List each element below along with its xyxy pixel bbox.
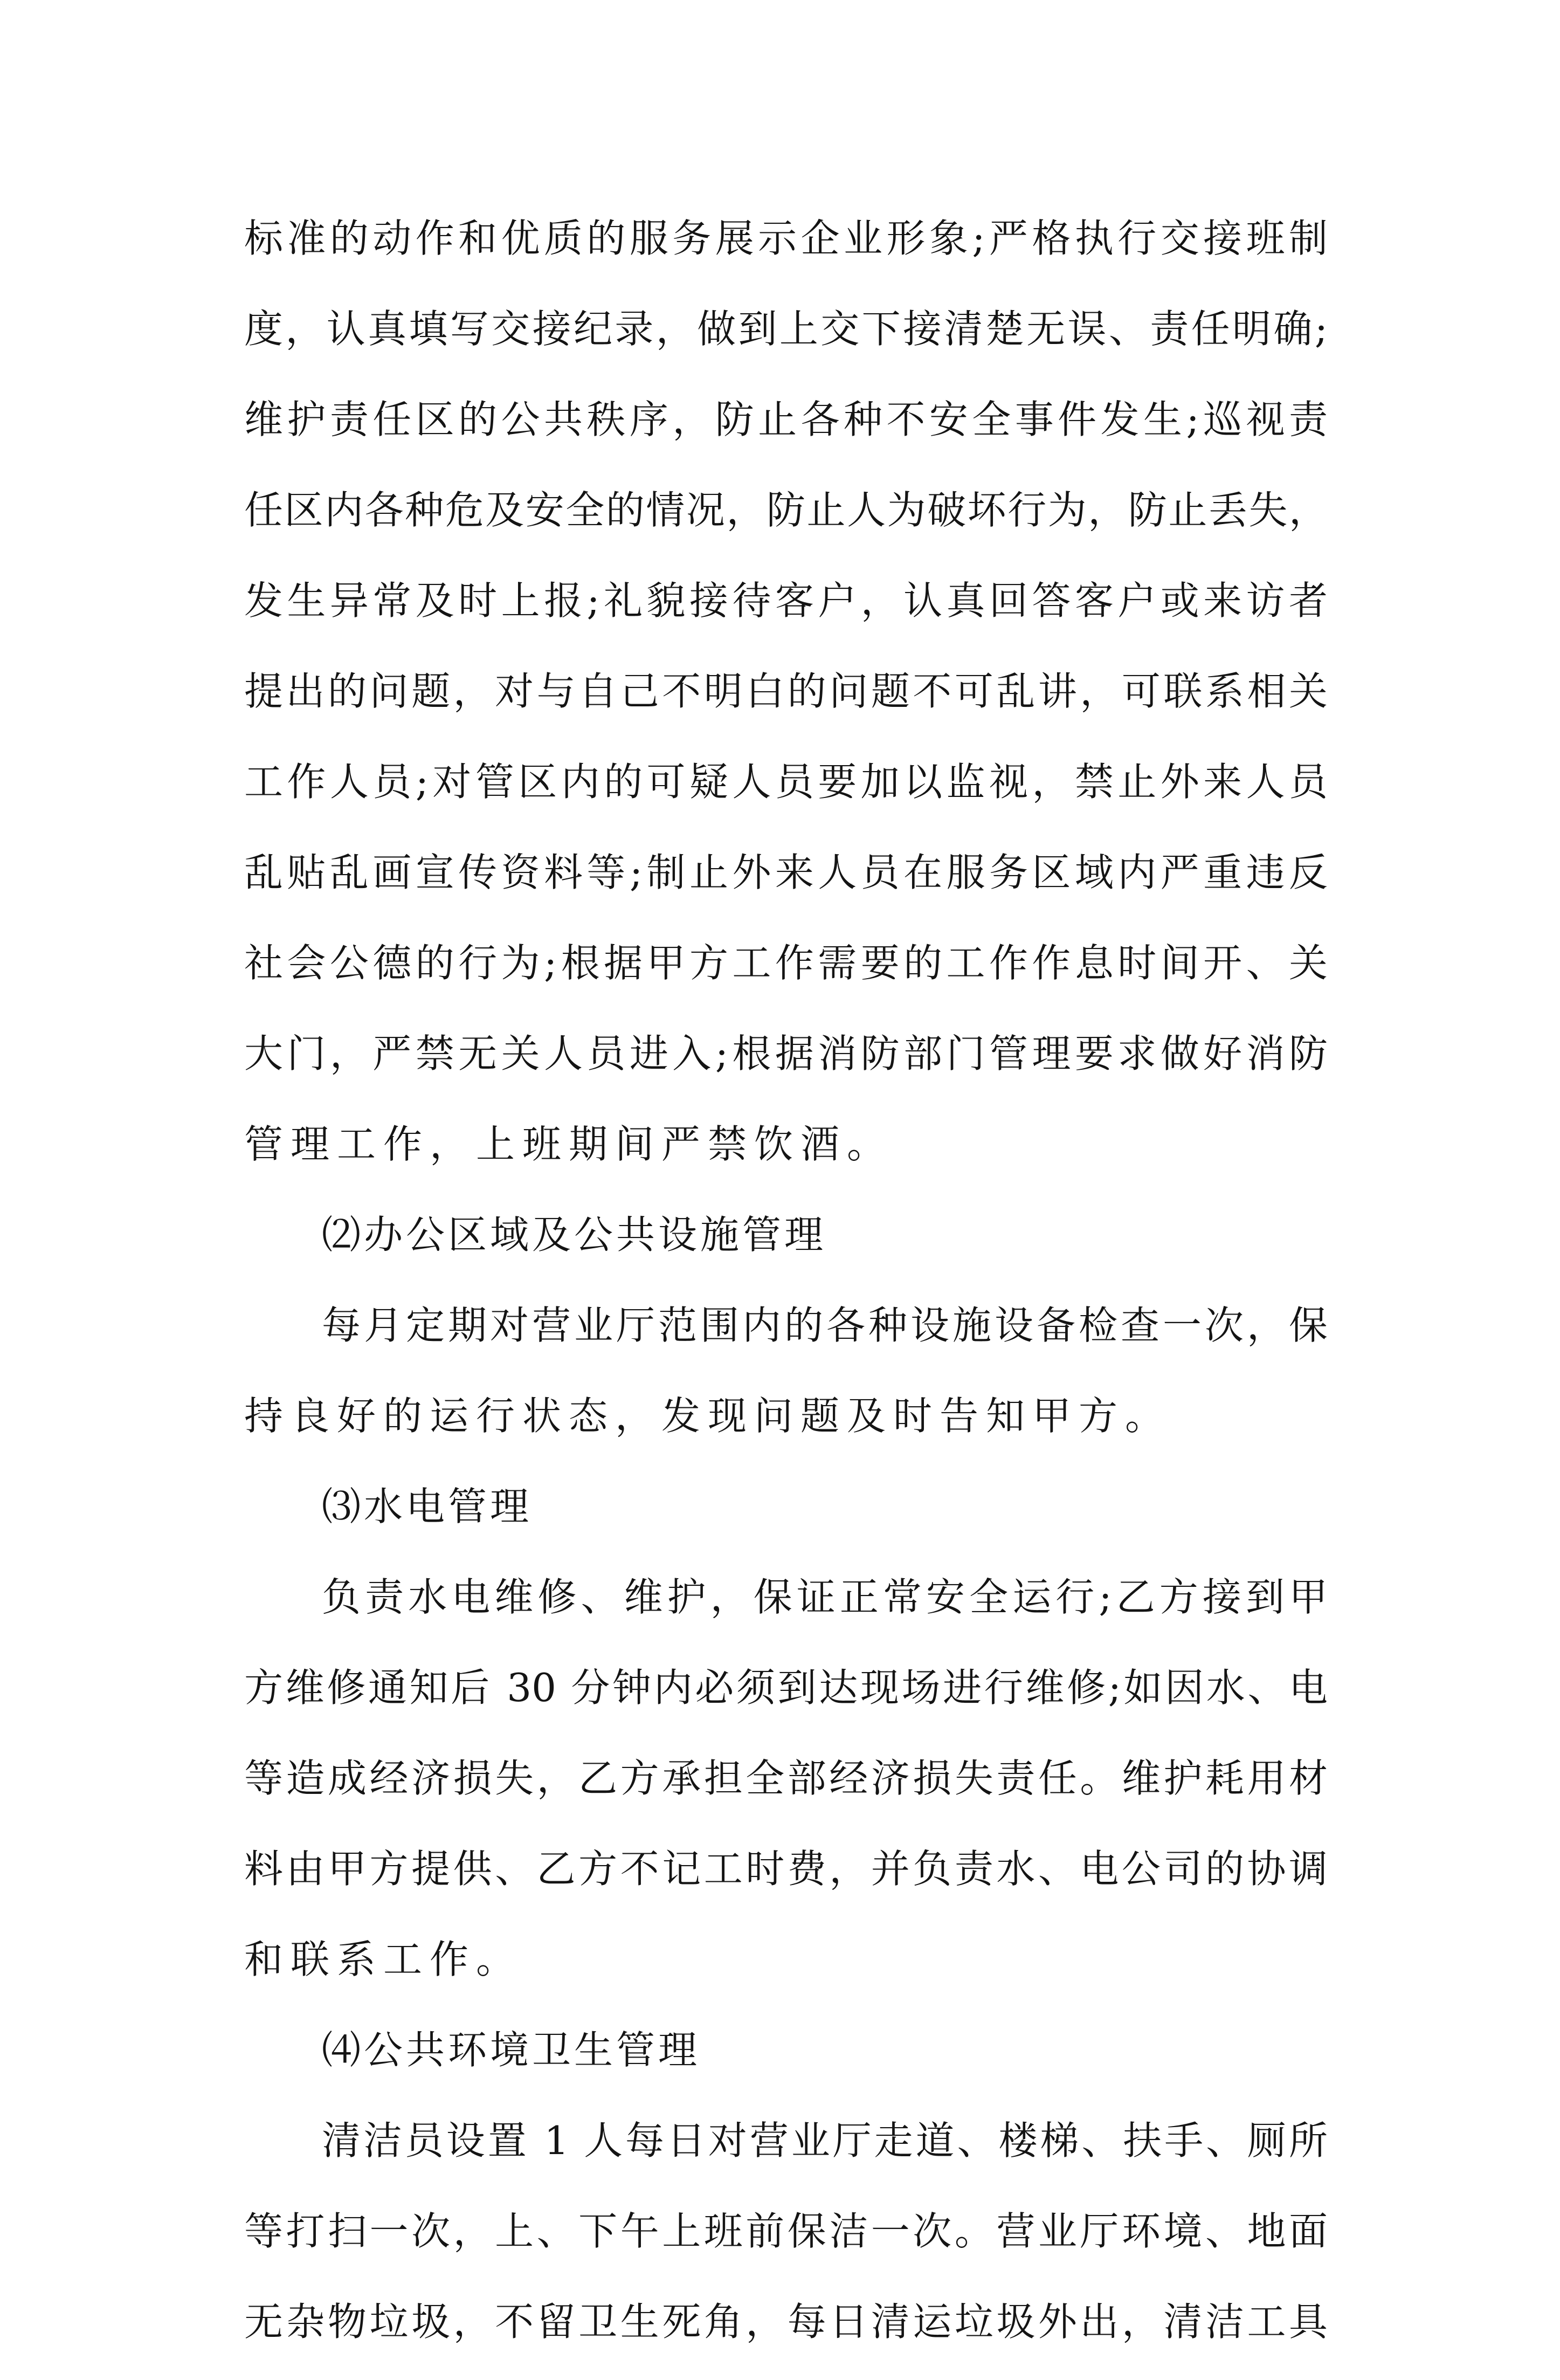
paragraph-line: 等打扫一次，上、下午上班前保洁一次。营业厅环境、地面 <box>244 2209 1328 2254</box>
section-heading: ⑵办公区域及公共设施管理 <box>322 1212 827 1257</box>
paragraph-line: 大门，严禁无关人员进入;根据消防部门管理要求做好消防 <box>244 1031 1328 1076</box>
paragraph-line: 管理工作，上班期间严禁饮酒。 <box>244 1122 894 1167</box>
section-heading: ⑶水电管理 <box>322 1484 533 1529</box>
paragraph-line: 度，认真填写交接纪录，做到上交下接清楚无误、责任明确; <box>244 306 1328 352</box>
paragraph-line: 持良好的运行状态，发现问题及时告知甲方。 <box>244 1393 1172 1439</box>
paragraph-line: 提出的问题，对与自己不明白的问题不可乱讲，可联系相关 <box>244 669 1328 714</box>
paragraph-line: 乱贴乱画宣传资料等;制止外来人员在服务区域内严重违反 <box>244 850 1328 895</box>
paragraph-line: 工作人员;对管区内的可疑人员要加以监视，禁止外来人员 <box>244 759 1328 804</box>
paragraph-line: 方维修通知后 30 分钟内必须到达现场进行维修;如因水、电 <box>244 1665 1328 1710</box>
paragraph-line: 每月定期对营业厅范围内的各种设施设备检查一次，保 <box>322 1303 1328 1348</box>
paragraph-line: 发生异常及时上报;礼貌接待客户，认真回答客户或来访者 <box>244 578 1328 623</box>
paragraph-line: 清洁员设置 1 人每日对营业厅走道、楼梯、扶手、厕所 <box>322 2118 1328 2163</box>
paragraph-line: 和联系工作。 <box>244 1937 523 1982</box>
paragraph-line: 负责水电维修、维护，保证正常安全运行;乙方接到甲 <box>322 1574 1328 1620</box>
paragraph-line: 料由甲方提供、乙方不记工时费，并负责水、电公司的协调 <box>244 1846 1328 1891</box>
paragraph-line: 无杂物垃圾，不留卫生死角，每日清运垃圾外出，清洁工具 <box>244 2299 1328 2344</box>
document-body <box>244 206 1328 2380</box>
paragraph-line: 等造成经济损失，乙方承担全部经济损失责任。维护耗用材 <box>244 1756 1328 1801</box>
section-heading: ⑷公共环境卫生管理 <box>322 2027 701 2073</box>
paragraph-line: 任区内各种危及安全的情况，防止人为破坏行为，防止丢失， <box>244 487 1328 533</box>
paragraph-line: 社会公德的行为;根据甲方工作需要的工作作息时间开、关 <box>244 940 1328 986</box>
paragraph-line: 维护责任区的公共秩序，防止各种不安全事件发生;巡视责 <box>244 397 1328 442</box>
paragraph-line: 标准的动作和优质的服务展示企业形象;严格执行交接班制 <box>244 216 1328 261</box>
